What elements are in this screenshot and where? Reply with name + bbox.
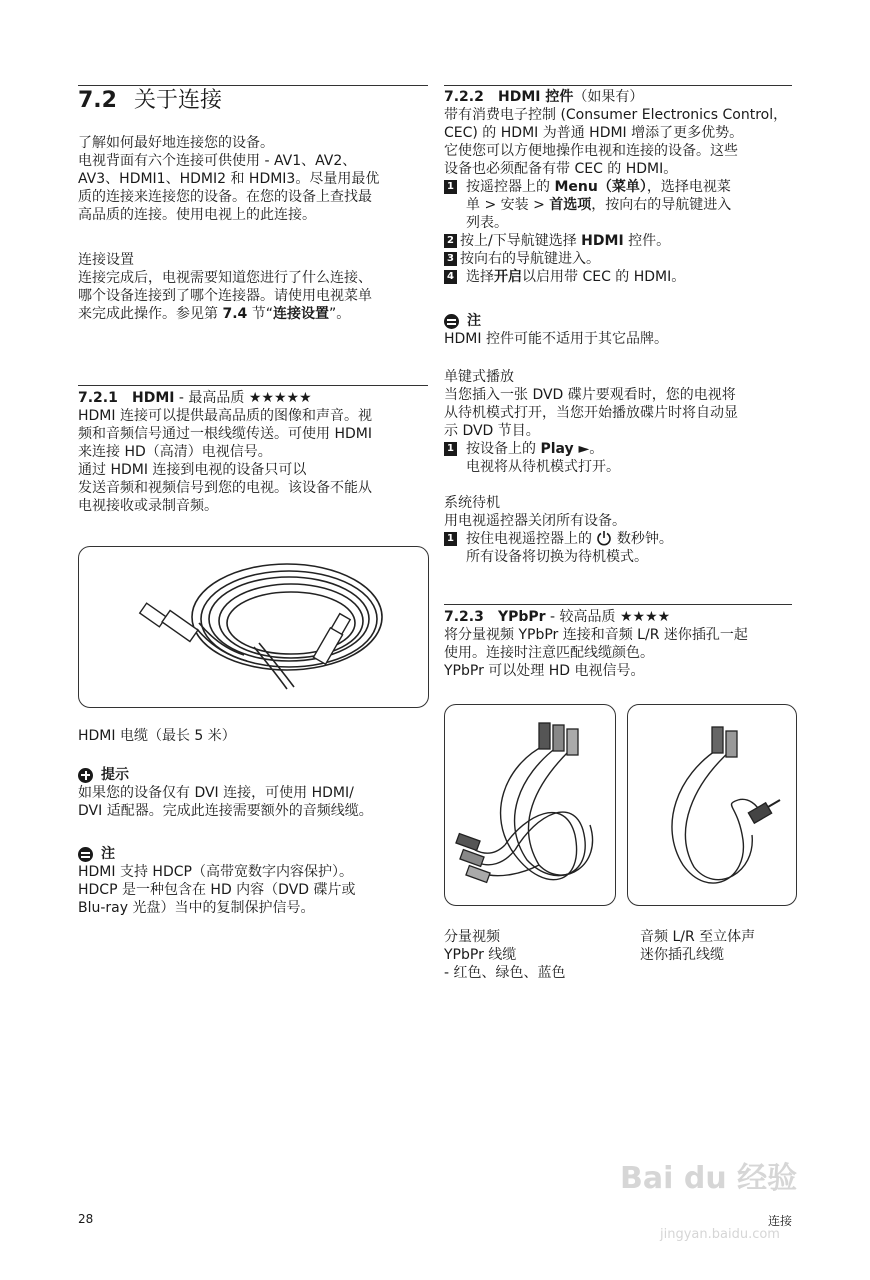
standby-line: 用电视遥控器关闭所有设备。 [444,513,626,529]
note-line: HDMI 支持 HDCP（高带宽数字内容保护）。 [78,864,353,880]
on-label: 开启 [494,269,522,285]
hdmi-number: 7.2.1 [78,390,118,406]
footer-section-label: 连接 [768,1214,793,1228]
cec-note-block [444,312,804,348]
step-number-icon: 4 [444,270,457,284]
hdmi-top-rule [78,385,428,386]
hdmi-line: 来连接 HD（高清）电视信号。 [78,444,272,460]
one-touch-play-block [444,368,804,476]
audio-cable-image [627,704,797,906]
step-text: 选择 [466,269,494,285]
section-number: 7.2 [78,88,117,113]
standby-step-1 [444,530,804,566]
ypbpr-number: 7.2.3 [444,609,484,625]
watermark-logo: Bai du 经验 [620,1161,798,1196]
setup-ref-suffix: ”。 [328,306,351,322]
tip-heading [78,766,438,784]
audio-cable-drawing [628,705,796,905]
step-text: 控件。 [623,233,671,249]
cec-step-2 [444,232,804,250]
step-text: ，按向右的导航键进入 [591,197,732,213]
hdmi-heading [78,389,312,407]
hdmi-line: HDMI 连接可以提供最高品质的图像和声音。视 [78,408,372,424]
hdmi-grade: - 最高品质 ★★★★★ [174,390,312,406]
step-number-icon: 1 [444,180,457,194]
intro-line: 质的连接来连接您的设备。在您的设备上查找最 [78,189,372,205]
cec-step-1 [444,178,804,232]
setup-line: 哪个设备连接到了哪个连接器。请使用电视菜单 [78,288,372,304]
ypbpr-grade: - 较高品质 ★★★★ [545,609,671,625]
note-label: 注 [467,313,481,329]
minus-circle-icon [78,847,93,862]
hdmi-cable-image [78,546,429,708]
hdmi-line: 电视接收或录制音频。 [78,498,218,514]
ypbpr-name: YPbPr [498,609,546,625]
step-text: 数秒钟。 [616,531,673,547]
step-text: ，选择电视菜 [646,179,731,195]
step-text: 按设备上的 [466,441,541,457]
hdmi-line: 频和音频信号通过一根线缆传送。可使用 HDMI [78,426,372,442]
connection-setup-block [78,251,438,323]
step-text: 单 > 安装 > [466,197,550,213]
caption-line: 分量视频 [444,929,500,945]
one-touch-step-1 [444,440,804,476]
cec-step-4 [444,268,804,286]
tip-line: 如果您的设备仅有 DVI 连接，可使用 HDMI/ [78,785,354,801]
watermark-url: jingyan.baidu.com [660,1227,780,1242]
power-icon [596,530,612,546]
ypbpr-line: YPbPr 可以处理 HD 电视信号。 [444,663,645,679]
step-text: 以启用带 CEC 的 HDMI。 [522,269,686,285]
intro-paragraph [78,134,438,224]
ypbpr-top-rule [444,604,792,605]
step-text: 电视将从待机模式打开。 [466,459,620,475]
intro-line: 了解如何最好地连接您的设备。 [78,135,274,151]
minus-circle-icon [444,314,459,329]
one-touch-line: 示 DVD 节目。 [444,423,540,439]
standby-heading: 系统待机 [444,495,500,511]
step-number-icon: 2 [444,234,457,248]
connection-setup-heading: 连接设置 [78,252,134,268]
hdmi-label: HDMI [581,233,624,249]
one-touch-line: 当您插入一张 DVD 碟片要观看时，您的电视将 [444,387,736,403]
hdmi-name: HDMI [132,390,175,406]
page-number: 28 [78,1212,94,1226]
step-text: 按遥控器上的 [466,179,555,195]
component-cable-caption [444,928,566,982]
cec-note-heading [444,312,804,330]
cec-title: HDMI 控件 [498,89,574,105]
cec-note-text: HDMI 控件可能不适用于其它品牌。 [444,331,668,347]
preferences-label: 首选项 [549,197,592,213]
note-block [78,845,438,917]
caption-line: 迷你插孔线缆 [640,947,724,963]
caption-line: - 红色、绿色、蓝色 [444,965,566,981]
cec-step-3 [444,250,804,268]
cec-step-1-text [466,178,731,232]
intro-line: AV3、HDMI1、HDMI2 和 HDMI3。尽量用最优 [78,171,380,187]
note-line: HDCP 是一种包含在 HD 内容（DVD 碟片或 [78,882,356,898]
section-title: 关于连接 [134,88,223,113]
plus-circle-icon [78,768,93,783]
hdmi-cable-drawing [79,547,428,707]
setup-ref-prefix: 来完成此操作。参见第 [78,306,223,322]
tip-label: 提示 [101,767,129,783]
tip-line: DVI 适配器。完成此连接需要额外的音频线缆。 [78,803,373,819]
step-number-icon: 1 [444,442,457,456]
setup-line-ref [78,305,438,323]
one-touch-line: 从待机模式打开，当您开始播放碟片时将自动显 [444,405,738,421]
note-label: 注 [101,846,115,862]
step-text: 按住电视遥控器上的 [466,531,597,547]
note-line: Blu-ray 光盘）当中的复制保护信号。 [78,900,315,916]
cec-line: 设备也必须配备有带 CEC 的 HDMI。 [444,161,678,177]
step-number-icon: 1 [444,532,457,546]
hdmi-line: 通过 HDMI 连接到电视的设备只可以 [78,462,307,478]
setup-ref-title: 连接设置 [272,306,329,322]
caption-line: YPbPr 线缆 [444,947,517,963]
system-standby-block [444,494,804,566]
caption-line: 音频 L/R 至立体声 [640,929,756,945]
hdmi-line: 发送音频和视频信号到您的电视。该设备不能从 [78,480,372,496]
step-text: 。 [589,441,604,457]
cec-number: 7.2.2 [444,89,484,105]
play-key-label: Play ► [540,441,590,457]
ypbpr-line: 使用。连接时注意匹配线缆颜色。 [444,645,654,661]
hdmi-cable-caption: HDMI 电缆（最长 5 米） [78,728,236,744]
section-ref-link[interactable]: 7.4 [222,306,248,322]
cec-line: 它使您可以方便地操作电视和连接的设备。这些 [444,143,738,159]
component-cable-drawing [445,705,615,905]
audio-cable-caption [640,928,755,964]
component-cable-image [444,704,616,906]
intro-line: 电视背面有六个连接可供使用 - AV1、AV2、 [78,153,357,169]
menu-key-label: Menu（菜单） [554,179,647,195]
tip-block [78,766,438,820]
setup-line: 连接完成后，电视需要知道您进行了什么连接、 [78,270,372,286]
one-touch-heading: 单键式播放 [444,369,514,385]
section-top-rule [78,85,428,86]
hdmi-paragraph [78,407,438,515]
cec-steps [444,178,804,286]
ypbpr-heading [444,608,670,626]
ypbpr-line: 将分量视频 YPbPr 连接和音频 L/R 迷你插孔一起 [444,627,748,643]
cec-top-rule [444,85,792,86]
setup-ref-mid: 节“ [247,306,273,322]
cec-suffix: （如果有） [573,89,644,105]
cec-line: CEC) 的 HDMI 为普通 HDMI 增添了更多优势。 [444,125,744,141]
section-heading [78,88,222,114]
intro-line: 高品质的连接。使用电视上的此连接。 [78,207,316,223]
note-heading [78,845,438,863]
step-text: 按上/下导航键选择 [460,233,582,249]
cec-heading [444,88,643,106]
ypbpr-paragraph [444,626,804,680]
step-text: 所有设备将切换为待机模式。 [466,549,648,565]
cec-paragraph [444,106,804,178]
step-number-icon: 3 [444,252,457,266]
step-text: 列表。 [466,215,508,231]
step-text: 按向右的导航键进入。 [460,251,600,267]
cec-line: 带有消费电子控制 (Consumer Electronics Control， [444,107,788,123]
